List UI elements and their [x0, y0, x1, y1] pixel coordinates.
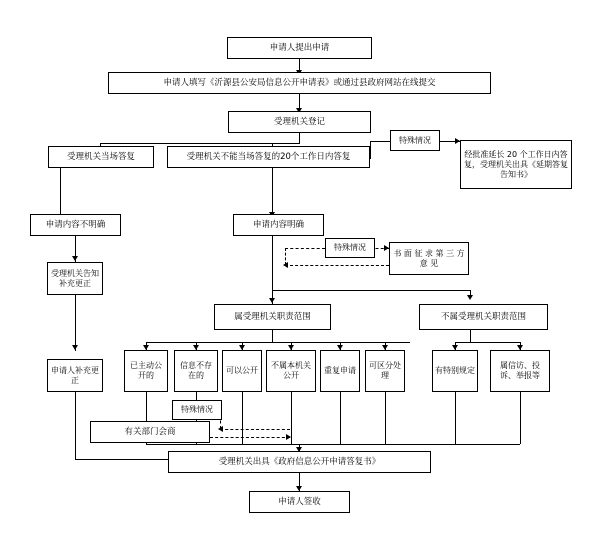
connector-n13-subbus2 [470, 330, 471, 342]
node-content-clear[interactable]: 申请内容明确 [233, 214, 324, 236]
connector-n21-answer [520, 392, 521, 444]
dashed-connector-c [285, 265, 389, 266]
connector-n11-answer [75, 392, 76, 459]
node-special-rules[interactable]: 有特别规定 [432, 350, 478, 392]
node-not-exist[interactable]: 信息不存在的 [174, 350, 218, 392]
connector-n8-n12 [272, 236, 273, 304]
connector-n5-n8 [272, 168, 273, 218]
label-special-case-2: 特殊情况 [325, 238, 375, 258]
node-fill-form[interactable]: 申请人填写《沂源县公安局信息公开申请表》或通过县政府网站在线提交 [108, 72, 491, 94]
node-petition-complaint[interactable]: 属信访、投诉、举报等 [490, 350, 550, 392]
node-notify-supplement[interactable]: 受理机关告知补充更正 [47, 262, 103, 295]
connector-n5-label1 [370, 141, 390, 142]
node-applicant-receive[interactable]: 申请人签收 [249, 491, 350, 513]
node-not-within-duty[interactable]: 不属受理机关职责范围 [419, 304, 548, 330]
sub-bus-horizontal [146, 342, 410, 343]
node-within-duty[interactable]: 属受理机关职责范围 [214, 304, 331, 330]
node-20days-reply[interactable]: 受理机关不能当场答复的20个工作日内答复 [167, 146, 370, 168]
connector-n4-n7 [60, 168, 61, 218]
arrowhead [269, 298, 275, 303]
connector-n20-answer [455, 392, 456, 444]
node-department-consult[interactable]: 有关部门会商 [90, 421, 210, 443]
arrowhead [218, 426, 223, 432]
connector-n10-n11 [75, 295, 76, 351]
connector-n8-n13-h [272, 290, 470, 291]
answer-bus-horizontal [146, 444, 520, 445]
connector-n3-bus [299, 133, 300, 143]
connector-n17-answer [291, 392, 292, 444]
node-onsite-reply[interactable]: 受理机关当场答复 [48, 146, 154, 168]
node-third-party-opinion[interactable]: 书 面 征 求 第 三 方 意 见 [389, 242, 469, 275]
dashed-connector-f [220, 429, 290, 430]
node-can-disclose[interactable]: 可以公开 [222, 350, 262, 392]
node-other-agency[interactable]: 不属本机关公开 [266, 350, 316, 392]
connector-n5-up [370, 141, 371, 159]
node-repeat-application[interactable]: 重复申请 [320, 350, 360, 392]
node-extension-notice[interactable]: 经批准延长 20 个工作日内答复，受理机关出具《延期答复告知书》 [460, 140, 572, 189]
arrowhead [286, 434, 291, 440]
arrowhead [283, 262, 288, 268]
connector-n12-subbus [272, 330, 273, 342]
sub-bus2-horizontal [455, 342, 520, 343]
branch-bus-horizontal [100, 143, 300, 144]
label-special-case-1: 特殊情况 [390, 130, 440, 151]
connector-n18-answer [340, 392, 341, 444]
label-special-case-3: 特殊情况 [172, 400, 222, 420]
node-reply-document[interactable]: 受理机关出具《政府信息公开申请答复书》 [168, 451, 431, 473]
node-applicant-supplement[interactable]: 申请人补充更正 [47, 359, 103, 392]
arrowhead [72, 345, 78, 350]
dashed-connector-g [210, 437, 290, 438]
node-registration[interactable]: 受理机关登记 [228, 111, 371, 133]
connector-n19-answer [385, 392, 386, 444]
node-content-unclear[interactable]: 申请内容不明确 [30, 214, 121, 236]
node-separable-handling[interactable]: 可区分处理 [365, 350, 405, 392]
arrowhead [72, 256, 78, 261]
dashed-connector-a [285, 248, 325, 249]
arrowhead [467, 295, 473, 300]
node-already-public[interactable]: 已主动公开的 [124, 350, 168, 392]
node-apply-submit[interactable]: 申请人提出申请 [227, 37, 372, 59]
